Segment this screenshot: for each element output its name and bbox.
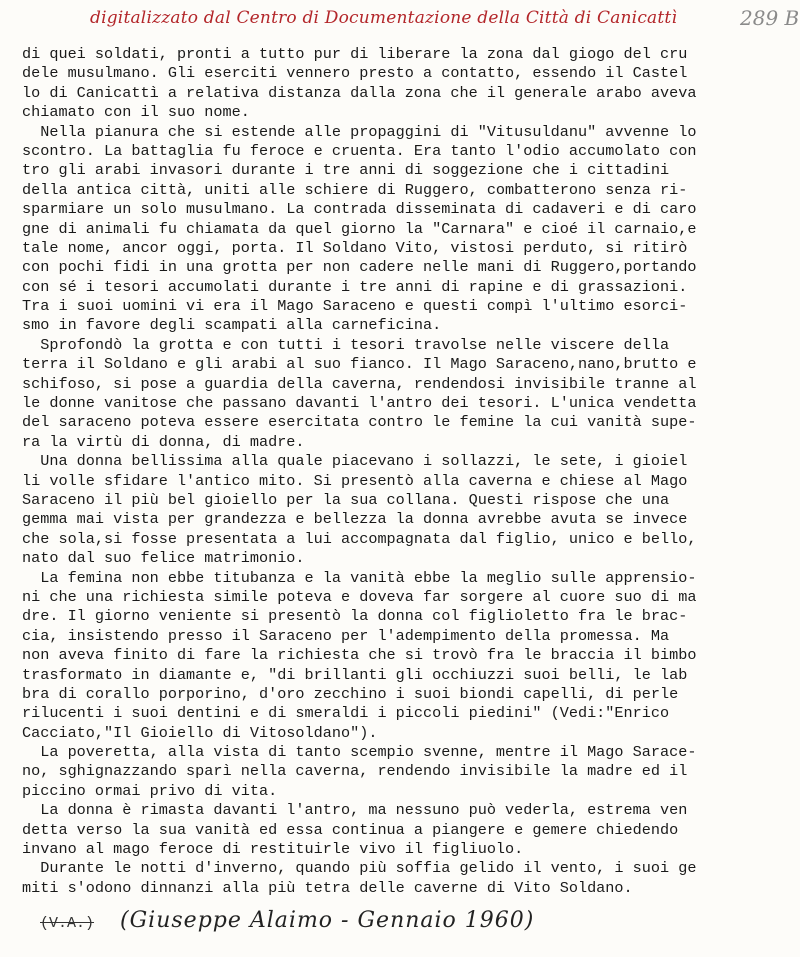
text-line: li volle sfidare l'antico mito. Si presentò alla caverna e chiese al Mago (22, 471, 688, 490)
text-line: del saraceno poteva essere esercitata contro le femine la cui vanità supe- (22, 413, 697, 432)
text-line: cia, insistendo presso il Saraceno per l'adempimento della promessa. Ma (22, 626, 670, 645)
text-line: miti s'odono dinnanzi alla più tetra delle caverne di Vito Soldano. (22, 878, 633, 897)
paragraph (22, 743, 792, 801)
text-line: della antica città, uniti alle schiere di Ruggero, combatterono senza ri- (22, 180, 688, 199)
text-line: chiamato con il suo nome. (22, 103, 250, 122)
text-line: dele musulmano. Gli eserciti vennero presto a contatto, essendo il Castel (22, 64, 688, 83)
paragraph (22, 569, 792, 744)
text-line: che sola,si fosse presentata a lui accompagnata dal figlio, unico e bello, (22, 529, 697, 548)
text-line: Durante le notti d'inverno, quando più soffia gelido il vento, i suoi ge (22, 859, 697, 878)
text-line: sparmiare un solo musulmano. La contrada disseminata di cadaveri e di caro (22, 200, 697, 219)
text-line: Tra i suoi uomini vi era il Mago Saraceno e questi compì l'ultimo esorci- (22, 297, 688, 316)
paragraph (22, 336, 792, 452)
text-line: con sé i tesori accumolati durante i tre anni di rapine e di grassazioni. (22, 277, 688, 296)
text-line: dre. Il giorno veniente si presentò la donna col figlioletto fra le brac- (22, 607, 688, 626)
text-line: le donne vanitose che passano davanti l'antro dei tesori. L'unica vendetta (22, 394, 697, 413)
text-line: no, sghignazzando sparì nella caverna, rendendo invisibile la madre ed il (22, 762, 688, 781)
text-line: scontro. La battaglia fu feroce e cruenta. Era tanto l'odio accumolato con (22, 141, 697, 160)
signature-block (40, 908, 534, 933)
text-line: Cacciato,"Il Gioiello di Vitosoldano"). (22, 723, 378, 742)
paragraph (22, 123, 792, 336)
digitization-watermark: digitalizzato dal Centro di Documentazione della Città di Canicattì (90, 8, 678, 28)
text-line: bra di corallo porporino, d'oro zecchino i suoi biondi capelli, di perle (22, 684, 679, 703)
text-line: ra la virtù di donna, di madre. (22, 432, 305, 451)
text-line: terra il Soldano e gli arabi al suo fianco. Il Mago Saraceno,nano,brutto e (22, 355, 697, 374)
text-line: La donna è rimasta davanti l'antro, ma nessuno può vederla, estrema ven (22, 801, 688, 820)
text-line: trasformato in diamante e, "di brillanti gli occhiuzzi suoi belli, le lab (22, 665, 688, 684)
text-line: schifoso, si pose a guardia della caverna, rendendosi invisibile tranne al (22, 374, 697, 393)
folio-number: 289 B (740, 6, 800, 30)
text-line: nato dal suo felice matrimonio. (22, 549, 305, 568)
text-line: gemma mai vista per grandezza e bellezza la donna avrebbe avuta se invece (22, 510, 688, 529)
text-line: La poveretta, alla vista di tanto scempio svenne, mentre il Mago Sarace- (22, 743, 697, 762)
struck-initials: (V.A.) (40, 915, 95, 932)
text-line: tro gli arabi invasori durante i tre anni di soggezione che i cittadini (22, 161, 670, 180)
paragraph (22, 801, 792, 859)
text-line: rilucenti i suoi dentini e di smeraldi i piccoli piedini" (Vedi:"Enrico (22, 704, 670, 723)
text-line: detta verso la sua vanità ed essa continua a piangere e gemere chiedendo (22, 820, 679, 839)
text-line: Sprofondò la grotta e con tutti i tesori travolse nelle viscere della (22, 335, 670, 354)
text-line: invano al mago feroce di restituirle vivo il figliuolo. (22, 840, 524, 859)
paragraph (22, 859, 792, 898)
text-line: tale nome, ancor oggi, porta. Il Soldano Vito, vistosi perduto, si ritirò (22, 238, 688, 257)
body-text (22, 45, 792, 898)
text-line: Saraceno il più bel gioiello per la sua collana. Questi rispose che una (22, 490, 670, 509)
paragraph (22, 452, 792, 568)
text-line: piccino ormai privo di vita. (22, 781, 278, 800)
text-line: ni che una richiesta simile poteva e doveva far sorgere al cuore suo di ma (22, 587, 697, 606)
text-line: La femina non ebbe titubanza e la vanità ebbe la meglio sulle apprensio- (22, 568, 697, 587)
text-line: lo di Canicattì a relativa distanza dalla zona che il generale arabo aveva (22, 83, 697, 102)
handwritten-signature: (Giuseppe Alaimo - Gennaio 1960) (120, 908, 535, 933)
text-line: non aveva finito di fare la richiesta che si trovò fra le braccia il bimbo (22, 646, 697, 665)
text-line: Una donna bellissima alla quale piacevano i sollazzi, le sete, i gioiel (22, 452, 688, 471)
text-line: smo in favore degli scampati alla carneficina. (22, 316, 442, 335)
text-line: gne di animali fu chiamata da quel giorno la "Carnara" e cioé il carnaio,e (22, 219, 697, 238)
text-line: Nella pianura che si estende alle propaggini di "Vitusuldanu" avvenne lo (22, 122, 697, 141)
text-line: con pochi fidi in una grotta per non cadere nelle mani di Ruggero,portando (22, 258, 697, 277)
paragraph (22, 45, 792, 123)
text-line: di quei soldati, pronti a tutto pur di liberare la zona dal giogo del cru (22, 45, 688, 63)
